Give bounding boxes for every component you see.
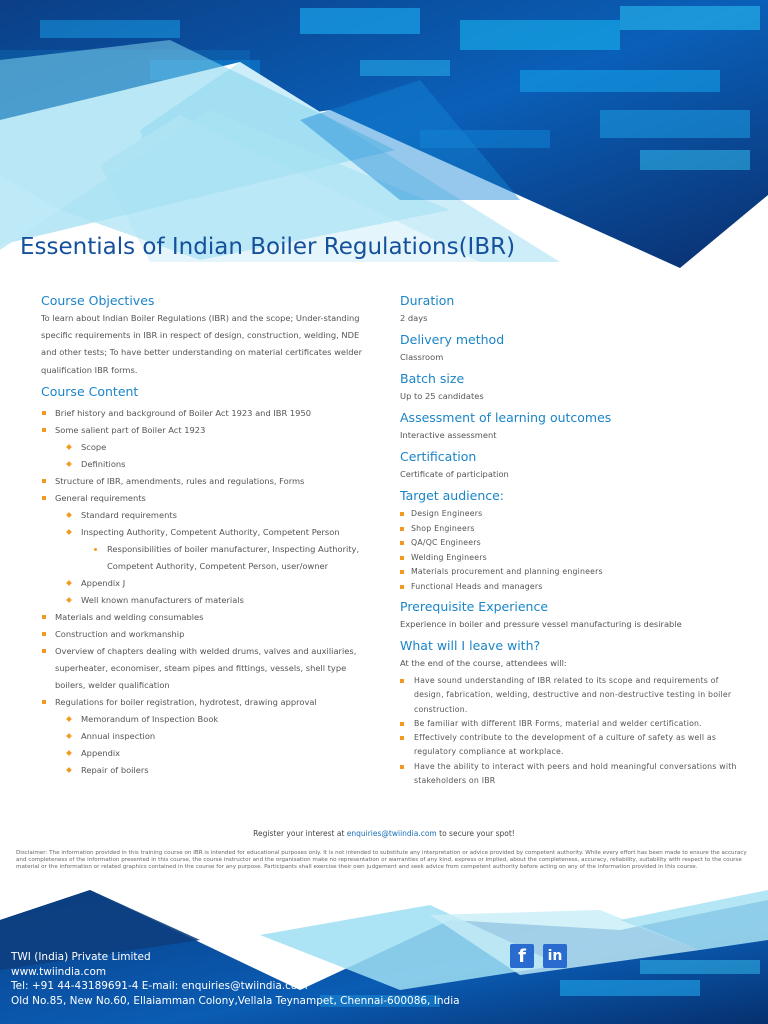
diamond-bullet-icon	[66, 461, 72, 467]
target-audience-heading: Target audience:	[400, 488, 505, 503]
square-bullet-icon	[42, 649, 46, 653]
list-item: Effectively contribute to the development of a culture of safety as well as regulatory compliance at workplace.	[400, 731, 750, 760]
course-objectives-section	[41, 292, 371, 379]
list-item: Appendix	[41, 745, 371, 762]
diamond-bullet-icon	[66, 512, 72, 518]
square-bullet-icon	[400, 541, 404, 545]
list-item: Have the ability to interact with peers and hold meaningful conversations with stakeholders on IBR	[400, 760, 750, 789]
square-bullet-icon	[42, 411, 46, 415]
list-item: General requirements	[41, 490, 371, 507]
diamond-bullet-icon	[66, 444, 72, 450]
company-name: TWI (India) Private Limited	[11, 951, 151, 963]
list-item: Functional Heads and managers	[400, 580, 750, 595]
page-title: Essentials of Indian Boiler Regulations(IBR)	[20, 234, 516, 260]
target-audience-section	[400, 487, 750, 594]
list-item: Standard requirements	[41, 507, 371, 524]
square-bullet-icon	[42, 479, 46, 483]
list-item: Responsibilities of boiler manufacturer, Inspecting Authority, Competent Authority, Competent Person, user/owner	[41, 541, 371, 575]
leave-with-intro: At the end of the course, attendees will:	[400, 658, 567, 668]
left-column	[41, 292, 371, 779]
contact-line: Tel: +91 44-43189691-4 E-mail: enquiries@twiindia.com	[11, 980, 308, 992]
register-line: Register your interest at enquiries@twiindia.com to secure your spot!	[253, 829, 515, 838]
delivery-heading: Delivery method	[400, 332, 505, 347]
register-email-link[interactable]: enquiries@twiindia.com	[346, 829, 437, 838]
course-objectives-text: To learn about Indian Boiler Regulations (IBR) and the scope; Under-standing specific requirements in IBR in respect of design, construction, welding, NDE and other tests; To have better understanding on material certificates welder qualification IBR forms.	[41, 313, 363, 375]
course-content-list	[41, 405, 371, 779]
list-item: Scope	[41, 439, 371, 456]
dot-bullet-icon	[94, 548, 97, 551]
batch-heading: Batch size	[400, 371, 465, 386]
list-item: Memorandum of Inspection Book	[41, 711, 371, 728]
list-item: Appendix J	[41, 575, 371, 592]
assessment-section	[400, 409, 750, 444]
list-item: Design Engineers	[400, 507, 750, 522]
duration-heading: Duration	[400, 293, 455, 308]
leave-with-section	[400, 637, 750, 788]
prerequisite-section	[400, 598, 750, 633]
list-item: Well known manufacturers of materials	[41, 592, 371, 609]
square-bullet-icon	[42, 632, 46, 636]
list-item: Overview of chapters dealing with welded drums, valves and auxiliaries, superheater, economiser, steam pipes and fittings, vessels, shell type boilers, welder qualification	[41, 643, 371, 694]
square-bullet-icon	[42, 615, 46, 619]
batch-section	[400, 370, 750, 405]
list-item: Inspecting Authority, Competent Authority, Competent Person	[41, 524, 371, 541]
disclaimer-text: Disclaimer: The information provided in this training course on IBR is intended for educational purposes only. It is not intended to substitute any interpretation or advice provided by competent authority. While every effort has been made to ensure the accuracy and completeness of the information presented in this course, the course instructor and the organisation make no representation or warranties of any kind, express or implied, about the completeness, accuracy, reliability, suitability with respect to the course material or the information or related graphics contained in the course for any purpose. Participants shall exercise their own judgement and seek advice from competent authority before acting on any of the information provided in this course.	[16, 850, 747, 871]
list-item: Definitions	[41, 456, 371, 473]
list-item: Repair of boilers	[41, 762, 371, 779]
certification-section	[400, 448, 750, 483]
leave-with-heading: What will I leave with?	[400, 638, 541, 653]
address-line: Old No.85, New No.60, Ellaiamman Colony,Vellala Teynampet, Chennai-600086, India	[11, 994, 460, 1007]
linkedin-icon[interactable]: in	[543, 944, 567, 968]
list-item: Brief history and background of Boiler Act 1923 and IBR 1950	[41, 405, 371, 422]
diamond-bullet-icon	[66, 733, 72, 739]
diamond-bullet-icon	[66, 716, 72, 722]
target-audience-list	[400, 507, 750, 594]
square-bullet-icon	[400, 679, 404, 683]
square-bullet-icon	[400, 570, 404, 574]
square-bullet-icon	[42, 428, 46, 432]
assessment-heading: Assessment of learning outcomes	[400, 410, 612, 425]
square-bullet-icon	[400, 765, 404, 769]
list-item: Structure of IBR, amendments, rules and regulations, Forms	[41, 473, 371, 490]
assessment-value: Interactive assessment	[400, 430, 497, 440]
website-link[interactable]: www.twiindia.com	[11, 965, 107, 978]
prerequisite-value: Experience in boiler and pressure vessel manufacturing is desirable	[400, 619, 682, 629]
course-content-heading: Course Content	[41, 383, 139, 399]
duration-value: 2 days	[400, 313, 428, 323]
list-item: Materials procurement and planning engineers	[400, 565, 750, 580]
square-bullet-icon	[400, 556, 404, 560]
square-bullet-icon	[400, 527, 404, 531]
prerequisite-heading: Prerequisite Experience	[400, 599, 549, 614]
duration-section	[400, 292, 750, 327]
list-item: Some salient part of Boiler Act 1923	[41, 422, 371, 439]
facebook-icon[interactable]: f	[510, 944, 534, 968]
diamond-bullet-icon	[66, 750, 72, 756]
batch-value: Up to 25 candidates	[400, 391, 484, 401]
list-item: Annual inspection	[41, 728, 371, 745]
course-objectives-heading: Course Objectives	[41, 293, 155, 308]
banner-graphic	[0, 0, 768, 270]
square-bullet-icon	[400, 722, 404, 726]
list-item: Shop Engineers	[400, 522, 750, 537]
list-item: Welding Engineers	[400, 551, 750, 566]
square-bullet-icon	[42, 700, 46, 704]
list-item: Materials and welding consumables	[41, 609, 371, 626]
list-item: Be familiar with different IBR Forms, material and welder certification.	[400, 717, 750, 731]
diamond-bullet-icon	[66, 529, 72, 535]
square-bullet-icon	[400, 585, 404, 589]
leave-with-list	[400, 674, 750, 788]
diamond-bullet-icon	[66, 580, 72, 586]
course-content-section	[41, 383, 371, 779]
list-item: Regulations for boiler registration, hydrotest, drawing approval	[41, 694, 371, 711]
list-item: QA/QC Engineers	[400, 536, 750, 551]
diamond-bullet-icon	[66, 597, 72, 603]
footer-contact-block	[11, 950, 460, 1008]
delivery-section	[400, 331, 750, 366]
right-column	[400, 292, 750, 792]
delivery-value: Classroom	[400, 352, 444, 362]
list-item: Have sound understanding of IBR related to its scope and requirements of design, fabrication, welding, destructive and non-destructive testing in boiler construction.	[400, 674, 750, 717]
square-bullet-icon	[400, 512, 404, 516]
certification-value: Certificate of participation	[400, 469, 509, 479]
diamond-bullet-icon	[66, 767, 72, 773]
list-item: Construction and workmanship	[41, 626, 371, 643]
square-bullet-icon	[42, 496, 46, 500]
certification-heading: Certification	[400, 449, 477, 464]
square-bullet-icon	[400, 736, 404, 740]
